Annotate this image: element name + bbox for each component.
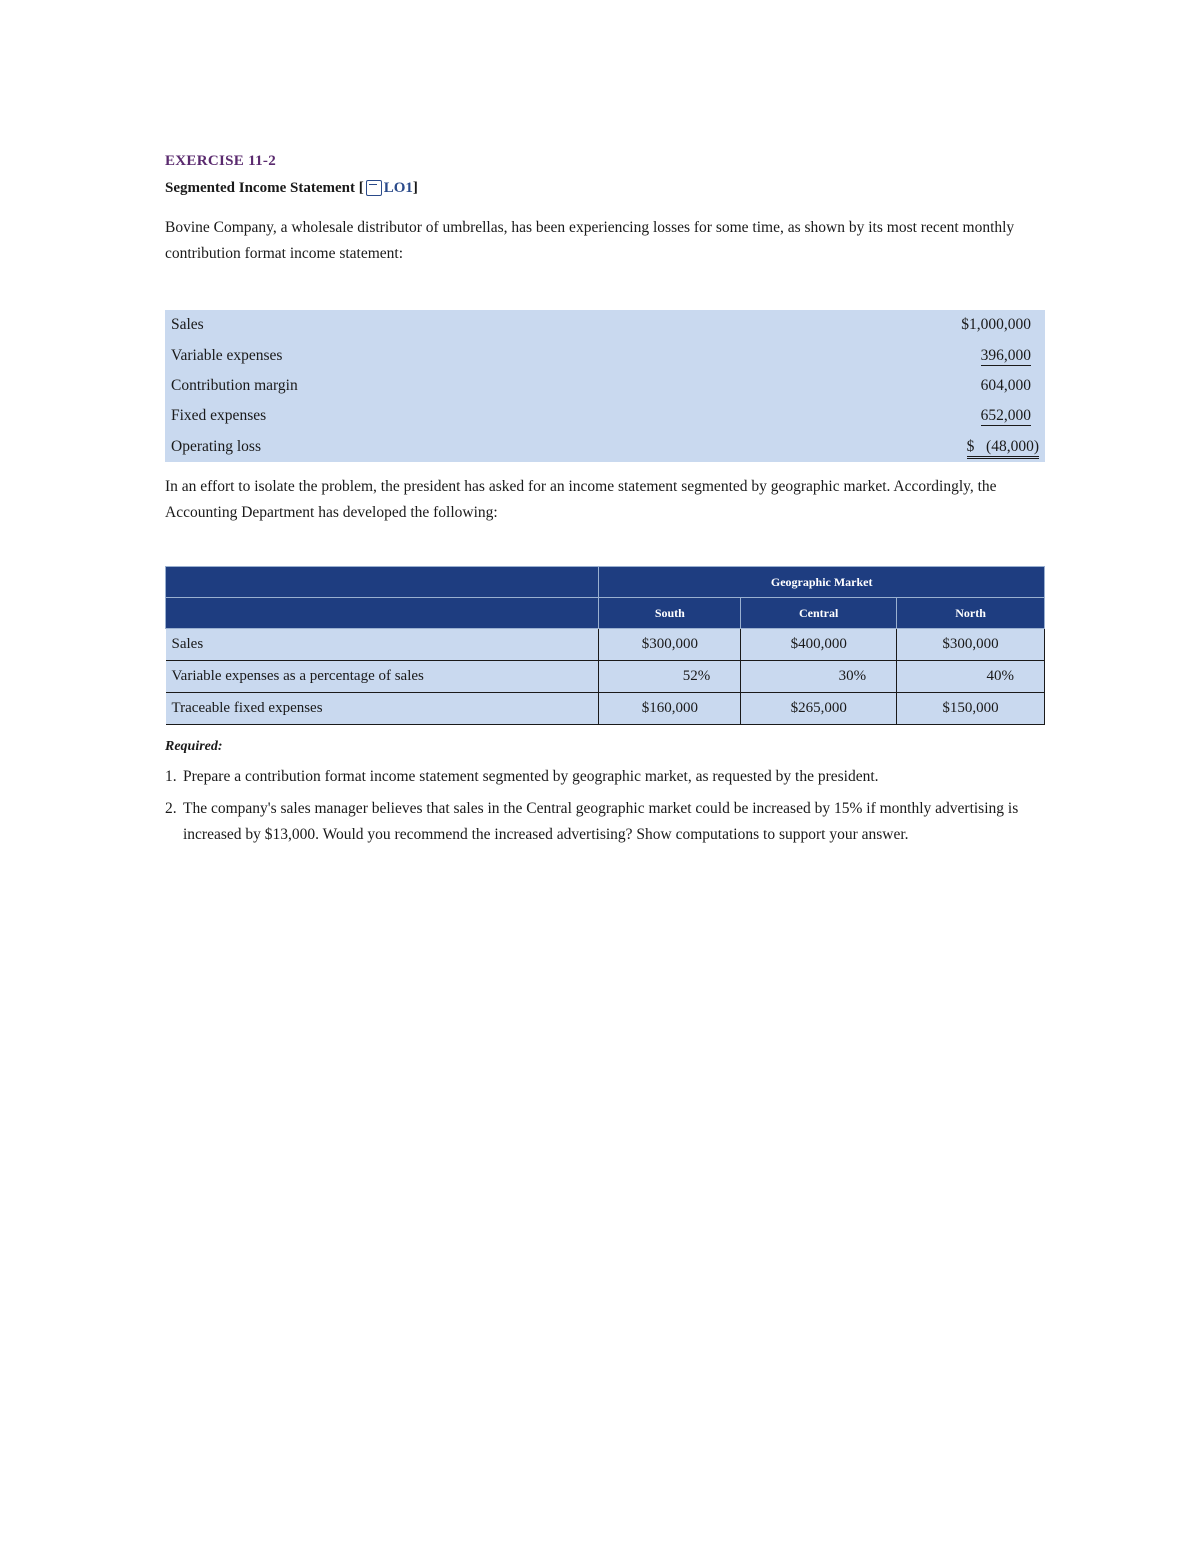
item-number: 2. [165,800,177,817]
row-label: Variable expenses [171,346,283,364]
table-row [165,432,1045,462]
learning-objective-icon[interactable] [366,180,382,196]
list-item [165,764,1045,790]
intro-paragraph: Bovine Company, a wholesale distributor of umbrellas, has been experiencing losses for some time, as shown by its most recent monthly contribution format income statement: [165,219,1015,262]
cell-value: $300,000 [599,629,741,661]
row-value: 604,000 [980,376,1031,394]
exercise-title: EXERCISE 11-2 [165,153,277,169]
cell-value: 30% [741,661,897,693]
row-label: Sales [171,316,204,334]
cell-value: $160,000 [599,693,741,725]
subtitle-end: ] [412,180,418,196]
row-label: Sales [166,629,599,661]
table-row [165,340,1045,370]
table-header-row [166,598,1045,629]
list-item [165,796,1045,848]
row-value: 652,000 [980,407,1031,425]
cell-value: $150,000 [897,693,1045,725]
table-row [165,371,1045,401]
table-row [166,629,1045,661]
column-header-central: Central [741,598,897,629]
item-text: The company's sales manager believes that sales in the Central geographic market could be increased by 15% if monthly advertising is increased by $13,000. Would you recommend the increased advertising? Show computations to support your answer. [183,800,1019,843]
table-row [165,401,1045,431]
exercise-subtitle [165,176,1045,200]
row-label: Fixed expenses [171,407,267,425]
transition-paragraph: In an effort to isolate the problem, the president has asked for an income statement segmented by geographic market. Accordingly, the Accounting Department has developed the following: [165,478,997,521]
row-label: Contribution margin [171,376,298,394]
row-label: Traceable fixed expenses [166,693,599,725]
group-header: Geographic Market [599,567,1045,598]
required-title: Required: [165,739,223,754]
table-row [166,661,1045,693]
required-section [165,736,1045,854]
learning-objective-link[interactable]: LO1 [383,180,413,196]
income-statement-table [165,310,1045,462]
exercise-page [165,150,1045,843]
item-text: Prepare a contribution format income statement segmented by geographic market, as requested by the president. [183,768,879,785]
cell-value: $300,000 [897,629,1045,661]
row-label: Operating loss [171,437,261,455]
row-label: Variable expenses as a percentage of sales [166,661,599,693]
cell-value: 52% [599,661,741,693]
cell-value: $265,000 [741,693,897,725]
row-value: $ (48,000) [967,438,1039,459]
cell-value: $400,000 [741,629,897,661]
table-row [166,693,1045,725]
table-header-row [166,567,1045,598]
table-row [165,310,1045,340]
column-header-south: South [599,598,741,629]
required-list [165,764,1045,848]
cell-value: 40% [897,661,1045,693]
column-header-north: North [897,598,1045,629]
subtitle-text: Segmented Income Statement [ [165,180,364,196]
segment-data-table [165,566,1045,725]
row-value: 396,000 [980,346,1031,364]
item-number: 1. [165,768,177,785]
row-value: $1,000,000 [961,316,1031,334]
